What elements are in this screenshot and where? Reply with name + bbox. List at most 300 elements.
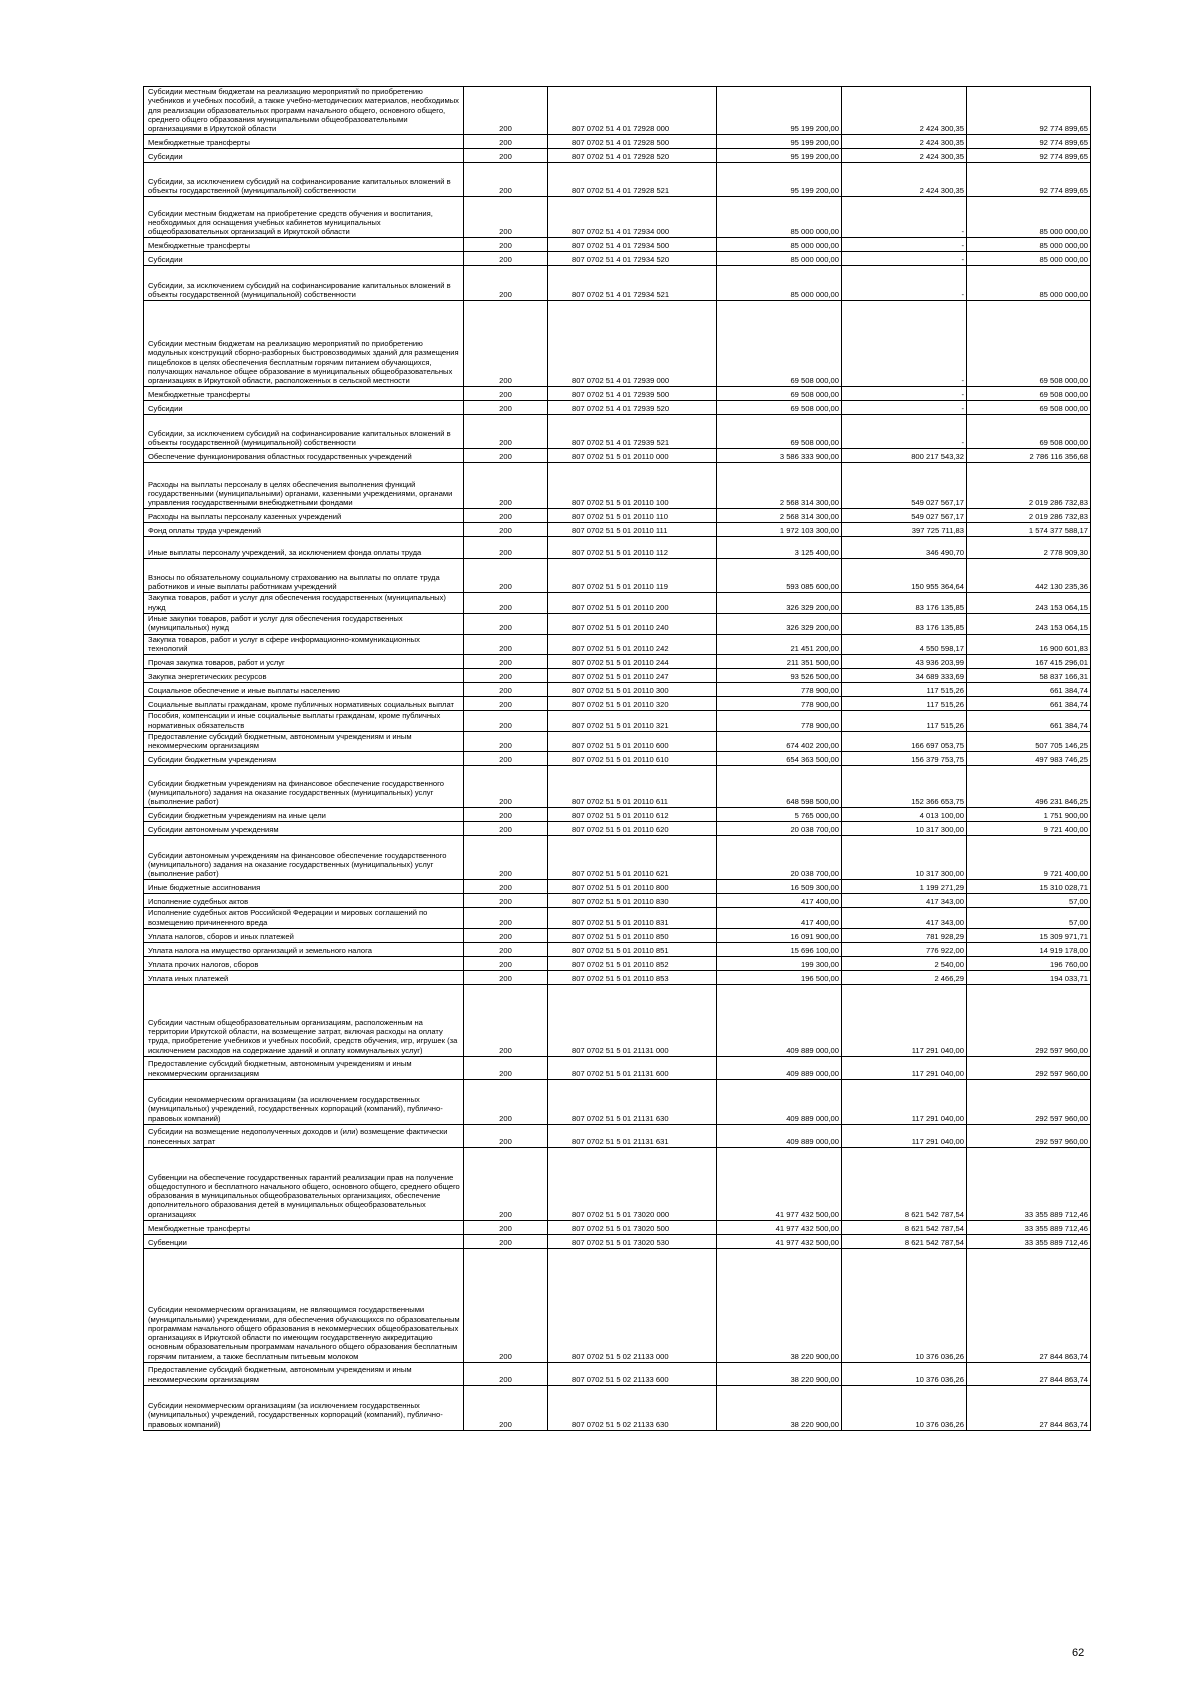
row-code: 200 (464, 252, 548, 266)
row-name: Субсидии местным бюджетам на реализацию мероприятий по приобретению учебников и учебных пособий, а также учебно-методических материалов, необходимых для реализации образовательных программ начального общего, основного общего, среднего общего образования муниципальными общеобразовательными организациями в Иркутской области (144, 87, 464, 135)
row-code: 200 (464, 149, 548, 163)
row-approved: 41 977 432 500,00 (717, 1235, 842, 1249)
row-code: 200 (464, 752, 548, 766)
row-executed: 2 424 300,35 (842, 163, 967, 197)
row-executed: - (842, 197, 967, 238)
row-classification: 807 0702 51 4 01 72939 500 (548, 387, 717, 401)
row-unexecuted: 661 384,74 (967, 697, 1091, 711)
row-name: Фонд оплаты труда учреждений (144, 523, 464, 537)
row-code: 200 (464, 87, 548, 135)
row-executed: - (842, 238, 967, 252)
row-executed: 10 317 300,00 (842, 836, 967, 880)
row-classification: 807 0702 51 5 01 73020 000 (548, 1148, 717, 1221)
row-unexecuted: 85 000 000,00 (967, 252, 1091, 266)
row-approved: 69 508 000,00 (717, 301, 842, 387)
row-executed: 83 176 135,85 (842, 593, 967, 614)
row-executed: 2 540,00 (842, 957, 967, 971)
row-executed: 2 424 300,35 (842, 87, 967, 135)
table-row (144, 957, 1091, 971)
table-row (144, 752, 1091, 766)
row-classification: 807 0702 51 5 01 20110 850 (548, 929, 717, 943)
row-executed: - (842, 415, 967, 449)
row-approved: 778 900,00 (717, 711, 842, 732)
row-approved: 95 199 200,00 (717, 163, 842, 197)
row-name: Межбюджетные трансферты (144, 1221, 464, 1235)
row-approved: 20 038 700,00 (717, 822, 842, 836)
row-code: 200 (464, 559, 548, 593)
row-code: 200 (464, 634, 548, 655)
row-unexecuted: 1 574 377 588,17 (967, 523, 1091, 537)
row-code: 200 (464, 711, 548, 732)
row-approved: 41 977 432 500,00 (717, 1221, 842, 1235)
row-unexecuted: 27 844 863,74 (967, 1386, 1091, 1431)
table-row (144, 836, 1091, 880)
row-executed: 10 376 036,26 (842, 1363, 967, 1386)
row-unexecuted: 2 019 286 732,83 (967, 463, 1091, 509)
table-row (144, 634, 1091, 655)
row-code: 200 (464, 822, 548, 836)
row-name: Закупка энергетических ресурсов (144, 669, 464, 683)
row-classification: 807 0702 51 5 01 20110 110 (548, 509, 717, 523)
row-approved: 16 509 300,00 (717, 880, 842, 894)
row-approved: 3 125 400,00 (717, 537, 842, 559)
table-row (144, 197, 1091, 238)
table-row (144, 683, 1091, 697)
row-name: Расходы на выплаты персоналу казенных учреждений (144, 509, 464, 523)
row-code: 200 (464, 1386, 548, 1431)
row-approved: 5 765 000,00 (717, 808, 842, 822)
row-approved: 93 526 500,00 (717, 669, 842, 683)
row-classification: 807 0702 51 5 01 20110 851 (548, 943, 717, 957)
row-code: 200 (464, 463, 548, 509)
row-code: 200 (464, 957, 548, 971)
row-name: Субвенции (144, 1235, 464, 1249)
row-approved: 778 900,00 (717, 697, 842, 711)
expenditure-table (143, 86, 1091, 1431)
row-executed: 43 936 203,99 (842, 655, 967, 669)
table-row (144, 880, 1091, 894)
row-name: Субсидии (144, 401, 464, 415)
row-classification: 807 0702 51 5 02 21133 630 (548, 1386, 717, 1431)
row-approved: 199 300,00 (717, 957, 842, 971)
row-name: Субсидии (144, 252, 464, 266)
row-name: Субсидии автономным учреждениям на финансовое обеспечение государственного (муниципального) задания на оказание государственных (муниципальных) услуг (выполнение работ) (144, 836, 464, 880)
row-name: Обеспечение функционирования областных государственных учреждений (144, 449, 464, 463)
row-classification: 807 0702 51 5 01 20110 612 (548, 808, 717, 822)
row-name: Предоставление субсидий бюджетным, автономным учреждениям и иным некоммерческим организациям (144, 731, 464, 752)
row-code: 200 (464, 1148, 548, 1221)
row-code: 200 (464, 908, 548, 929)
row-approved: 21 451 200,00 (717, 634, 842, 655)
row-approved: 326 329 200,00 (717, 593, 842, 614)
row-unexecuted: 2 778 909,30 (967, 537, 1091, 559)
row-code: 200 (464, 1235, 548, 1249)
row-approved: 778 900,00 (717, 683, 842, 697)
row-executed: 117 291 040,00 (842, 1080, 967, 1125)
row-code: 200 (464, 1080, 548, 1125)
row-code: 200 (464, 614, 548, 635)
row-classification: 807 0702 51 5 01 20110 830 (548, 894, 717, 908)
row-approved: 69 508 000,00 (717, 401, 842, 415)
table-row (144, 1249, 1091, 1363)
row-approved: 417 400,00 (717, 908, 842, 929)
row-approved: 95 199 200,00 (717, 87, 842, 135)
row-classification: 807 0702 51 5 01 20110 300 (548, 683, 717, 697)
row-approved: 648 598 500,00 (717, 766, 842, 808)
table-row (144, 163, 1091, 197)
row-executed: 117 291 040,00 (842, 1125, 967, 1148)
row-classification: 807 0702 51 5 01 20110 610 (548, 752, 717, 766)
row-code: 200 (464, 985, 548, 1057)
row-unexecuted: 194 033,71 (967, 971, 1091, 985)
row-classification: 807 0702 51 4 01 72928 521 (548, 163, 717, 197)
row-code: 200 (464, 731, 548, 752)
row-classification: 807 0702 51 5 01 20110 611 (548, 766, 717, 808)
row-unexecuted: 69 508 000,00 (967, 415, 1091, 449)
row-unexecuted: 33 355 889 712,46 (967, 1148, 1091, 1221)
table-row (144, 943, 1091, 957)
row-executed: 417 343,00 (842, 908, 967, 929)
row-name: Субсидии некоммерческим организациям (за исключением государственных (муниципальных) учреждений, государственных корпораций (компаний), публично-правовых компаний) (144, 1386, 464, 1431)
table-row (144, 1221, 1091, 1235)
row-name: Субвенции на обеспечение государственных гарантий реализации прав на получение общедоступного и бесплатного начального общего, основного общего, среднего общего образования в муниципальных общеобразовательных организациях, обеспечение дополнительного образования детей в муниципальных общеобразовательных организациях (144, 1148, 464, 1221)
row-classification: 807 0702 51 4 01 72928 520 (548, 149, 717, 163)
row-classification: 807 0702 51 5 01 20110 800 (548, 880, 717, 894)
row-name: Социальные выплаты гражданам, кроме публичных нормативных социальных выплат (144, 697, 464, 711)
row-name: Субсидии (144, 149, 464, 163)
table-row (144, 1125, 1091, 1148)
table-row (144, 135, 1091, 149)
row-executed: 150 955 364,64 (842, 559, 967, 593)
table-row (144, 238, 1091, 252)
row-classification: 807 0702 51 5 01 20110 100 (548, 463, 717, 509)
row-executed: - (842, 252, 967, 266)
row-approved: 196 500,00 (717, 971, 842, 985)
row-classification: 807 0702 51 4 01 72939 520 (548, 401, 717, 415)
row-unexecuted: 661 384,74 (967, 683, 1091, 697)
row-name: Субсидии, за исключением субсидий на софинансирование капитальных вложений в объекты государственной (муниципальной) собственности (144, 415, 464, 449)
row-approved: 16 091 900,00 (717, 929, 842, 943)
row-executed: 397 725 711,83 (842, 523, 967, 537)
row-code: 200 (464, 238, 548, 252)
table-row (144, 559, 1091, 593)
row-classification: 807 0702 51 5 01 73020 530 (548, 1235, 717, 1249)
row-unexecuted: 92 774 899,65 (967, 87, 1091, 135)
table-row (144, 415, 1091, 449)
row-executed: 4 550 598,17 (842, 634, 967, 655)
row-name: Исполнение судебных актов Российской Федерации и мировых соглашений по возмещению причиненного вреда (144, 908, 464, 929)
row-name: Расходы на выплаты персоналу в целях обеспечения выполнения функций государственными (муниципальными) органами, казенными учреждениями, органами управления государственными внебюджетными фондами (144, 463, 464, 509)
row-executed: 117 515,26 (842, 697, 967, 711)
row-unexecuted: 497 983 746,25 (967, 752, 1091, 766)
row-code: 200 (464, 697, 548, 711)
row-name: Иные выплаты персоналу учреждений, за исключением фонда оплаты труда (144, 537, 464, 559)
row-code: 200 (464, 1249, 548, 1363)
row-classification: 807 0702 51 5 01 20110 600 (548, 731, 717, 752)
table-row (144, 537, 1091, 559)
row-unexecuted: 85 000 000,00 (967, 197, 1091, 238)
row-unexecuted: 85 000 000,00 (967, 238, 1091, 252)
row-executed: - (842, 387, 967, 401)
row-classification: 807 0702 51 5 01 21131 600 (548, 1057, 717, 1080)
row-classification: 807 0702 51 5 01 20110 242 (548, 634, 717, 655)
table-row (144, 1057, 1091, 1080)
row-unexecuted: 33 355 889 712,46 (967, 1221, 1091, 1235)
row-name: Уплата иных платежей (144, 971, 464, 985)
row-approved: 674 402 200,00 (717, 731, 842, 752)
table-row (144, 1080, 1091, 1125)
row-code: 200 (464, 197, 548, 238)
row-name: Субсидии некоммерческим организациям (за исключением государственных (муниципальных) учреждений, государственных корпораций (компаний), публично-правовых компаний) (144, 1080, 464, 1125)
row-executed: 549 027 567,17 (842, 463, 967, 509)
row-name: Субсидии автономным учреждениям (144, 822, 464, 836)
row-executed: - (842, 301, 967, 387)
row-executed: 2 424 300,35 (842, 149, 967, 163)
table-row (144, 971, 1091, 985)
row-name: Пособия, компенсации и иные социальные выплаты гражданам, кроме публичных нормативных обязательств (144, 711, 464, 732)
table-row (144, 711, 1091, 732)
row-name: Уплата налога на имущество организаций и земельного налога (144, 943, 464, 957)
row-code: 200 (464, 669, 548, 683)
row-approved: 409 889 000,00 (717, 985, 842, 1057)
row-code: 200 (464, 766, 548, 808)
row-name: Взносы по обязательному социальному страхованию на выплаты по оплате труда работников и иные выплаты работникам учреждений (144, 559, 464, 593)
row-classification: 807 0702 51 5 01 20110 240 (548, 614, 717, 635)
row-code: 200 (464, 523, 548, 537)
row-classification: 807 0702 51 5 01 20110 244 (548, 655, 717, 669)
row-approved: 409 889 000,00 (717, 1080, 842, 1125)
row-executed: 34 689 333,69 (842, 669, 967, 683)
row-code: 200 (464, 401, 548, 415)
row-executed: 117 291 040,00 (842, 1057, 967, 1080)
row-name: Закупка товаров, работ и услуг для обеспечения государственных (муниципальных) нужд (144, 593, 464, 614)
row-name: Прочая закупка товаров, работ и услуг (144, 655, 464, 669)
row-unexecuted: 58 837 166,31 (967, 669, 1091, 683)
row-code: 200 (464, 509, 548, 523)
table-row (144, 87, 1091, 135)
row-executed: 152 366 653,75 (842, 766, 967, 808)
row-approved: 1 972 103 300,00 (717, 523, 842, 537)
table-row (144, 655, 1091, 669)
table-row (144, 908, 1091, 929)
table-row (144, 509, 1091, 523)
row-code: 200 (464, 1125, 548, 1148)
row-approved: 69 508 000,00 (717, 415, 842, 449)
table-row (144, 1363, 1091, 1386)
row-unexecuted: 15 309 971,71 (967, 929, 1091, 943)
row-unexecuted: 92 774 899,65 (967, 149, 1091, 163)
row-approved: 85 000 000,00 (717, 266, 842, 301)
row-code: 200 (464, 1057, 548, 1080)
row-unexecuted: 243 153 064,15 (967, 614, 1091, 635)
row-executed: - (842, 401, 967, 415)
table-row (144, 449, 1091, 463)
row-unexecuted: 496 231 846,25 (967, 766, 1091, 808)
row-classification: 807 0702 51 5 02 21133 000 (548, 1249, 717, 1363)
row-executed: 117 515,26 (842, 683, 967, 697)
row-approved: 326 329 200,00 (717, 614, 842, 635)
row-executed: 2 466,29 (842, 971, 967, 985)
table-row (144, 1148, 1091, 1221)
row-executed: 800 217 543,32 (842, 449, 967, 463)
row-executed: 776 922,00 (842, 943, 967, 957)
table-row (144, 301, 1091, 387)
row-approved: 409 889 000,00 (717, 1125, 842, 1148)
row-classification: 807 0702 51 5 01 20110 112 (548, 537, 717, 559)
row-name: Субсидии бюджетным учреждениям на финансовое обеспечение государственного (муниципального) задания на оказание государственных (муниципальных) услуг (выполнение работ) (144, 766, 464, 808)
table-row (144, 808, 1091, 822)
row-executed: - (842, 266, 967, 301)
row-approved: 95 199 200,00 (717, 149, 842, 163)
table-row (144, 523, 1091, 537)
row-code: 200 (464, 880, 548, 894)
row-approved: 20 038 700,00 (717, 836, 842, 880)
row-executed: 8 621 542 787,54 (842, 1148, 967, 1221)
table-row (144, 401, 1091, 415)
row-classification: 807 0702 51 4 01 72934 521 (548, 266, 717, 301)
row-executed: 2 424 300,35 (842, 135, 967, 149)
row-code: 200 (464, 266, 548, 301)
row-name: Социальное обеспечение и иные выплаты населению (144, 683, 464, 697)
row-name: Исполнение судебных актов (144, 894, 464, 908)
row-executed: 166 697 053,75 (842, 731, 967, 752)
row-name: Субсидии на возмещение недополученных доходов и (или) возмещение фактически понесенных затрат (144, 1125, 464, 1148)
row-code: 200 (464, 1221, 548, 1235)
row-name: Субсидии, за исключением субсидий на софинансирование капитальных вложений в объекты государственной (муниципальной) собственности (144, 266, 464, 301)
row-code: 200 (464, 894, 548, 908)
row-code: 200 (464, 537, 548, 559)
row-approved: 15 696 100,00 (717, 943, 842, 957)
row-classification: 807 0702 51 4 01 72928 500 (548, 135, 717, 149)
row-unexecuted: 196 760,00 (967, 957, 1091, 971)
row-unexecuted: 92 774 899,65 (967, 135, 1091, 149)
row-name: Субсидии, за исключением субсидий на софинансирование капитальных вложений в объекты государственной (муниципальной) собственности (144, 163, 464, 197)
row-name: Иные бюджетные ассигнования (144, 880, 464, 894)
row-classification: 807 0702 51 4 01 72934 000 (548, 197, 717, 238)
row-unexecuted: 69 508 000,00 (967, 387, 1091, 401)
row-classification: 807 0702 51 5 01 21131 000 (548, 985, 717, 1057)
row-executed: 346 490,70 (842, 537, 967, 559)
row-code: 200 (464, 655, 548, 669)
row-classification: 807 0702 51 5 01 20110 321 (548, 711, 717, 732)
row-unexecuted: 9 721 400,00 (967, 836, 1091, 880)
row-unexecuted: 292 597 960,00 (967, 1125, 1091, 1148)
row-classification: 807 0702 51 5 01 20110 621 (548, 836, 717, 880)
row-unexecuted: 167 415 296,01 (967, 655, 1091, 669)
row-classification: 807 0702 51 5 01 20110 119 (548, 559, 717, 593)
row-code: 200 (464, 836, 548, 880)
row-code: 200 (464, 415, 548, 449)
row-name: Уплата прочих налогов, сборов (144, 957, 464, 971)
row-unexecuted: 507 705 146,25 (967, 731, 1091, 752)
row-code: 200 (464, 449, 548, 463)
row-classification: 807 0702 51 4 01 72934 520 (548, 252, 717, 266)
row-unexecuted: 33 355 889 712,46 (967, 1235, 1091, 1249)
row-classification: 807 0702 51 5 01 20110 000 (548, 449, 717, 463)
row-classification: 807 0702 51 5 01 20110 247 (548, 669, 717, 683)
row-approved: 38 220 900,00 (717, 1249, 842, 1363)
table-body (144, 87, 1091, 1431)
row-code: 200 (464, 301, 548, 387)
table-row (144, 266, 1091, 301)
row-name: Предоставление субсидий бюджетным, автономным учреждениям и иным некоммерческим организациям (144, 1363, 464, 1386)
row-unexecuted: 292 597 960,00 (967, 985, 1091, 1057)
row-executed: 156 379 753,75 (842, 752, 967, 766)
page-number: 62 (1072, 1647, 1085, 1659)
row-unexecuted: 92 774 899,65 (967, 163, 1091, 197)
row-code: 200 (464, 808, 548, 822)
row-approved: 85 000 000,00 (717, 238, 842, 252)
row-approved: 85 000 000,00 (717, 197, 842, 238)
row-executed: 8 621 542 787,54 (842, 1221, 967, 1235)
row-classification: 807 0702 51 5 01 20110 852 (548, 957, 717, 971)
row-name: Иные закупки товаров, работ и услуг для обеспечения государственных (муниципальных) нужд (144, 614, 464, 635)
row-name: Субсидии бюджетным учреждениям на иные цели (144, 808, 464, 822)
row-classification: 807 0702 51 5 01 21131 630 (548, 1080, 717, 1125)
row-code: 200 (464, 929, 548, 943)
row-unexecuted: 57,00 (967, 908, 1091, 929)
row-code: 200 (464, 683, 548, 697)
row-name: Уплата налогов, сборов и иных платежей (144, 929, 464, 943)
row-executed: 10 376 036,26 (842, 1386, 967, 1431)
table-row (144, 387, 1091, 401)
table-row (144, 766, 1091, 808)
row-name: Межбюджетные трансферты (144, 238, 464, 252)
row-executed: 10 317 300,00 (842, 822, 967, 836)
row-approved: 41 977 432 500,00 (717, 1148, 842, 1221)
row-code: 200 (464, 135, 548, 149)
row-unexecuted: 16 900 601,83 (967, 634, 1091, 655)
row-unexecuted: 292 597 960,00 (967, 1057, 1091, 1080)
row-unexecuted: 69 508 000,00 (967, 401, 1091, 415)
table-row (144, 669, 1091, 683)
row-name: Субсидии местным бюджетам на приобретение средств обучения и воспитания, необходимых для оснащения учебных кабинетов муниципальных общеобразовательных организаций в Иркутской области (144, 197, 464, 238)
table-row (144, 1386, 1091, 1431)
row-unexecuted: 85 000 000,00 (967, 266, 1091, 301)
row-classification: 807 0702 51 5 01 21131 631 (548, 1125, 717, 1148)
row-name: Субсидии частным общеобразовательным организациям, расположенным на территории Иркутской области, на возмещение затрат, включая расходы на оплату труда, приобретение учебников и учебных пособий, средств обучения, игр, игрушек (за исключением расходов на содержание зданий и оплату коммунальных услуг) (144, 985, 464, 1057)
row-unexecuted: 292 597 960,00 (967, 1080, 1091, 1125)
row-name: Межбюджетные трансферты (144, 135, 464, 149)
row-classification: 807 0702 51 4 01 72939 521 (548, 415, 717, 449)
table-row (144, 252, 1091, 266)
row-classification: 807 0702 51 4 01 72934 500 (548, 238, 717, 252)
table-row (144, 593, 1091, 614)
row-unexecuted: 14 919 178,00 (967, 943, 1091, 957)
row-approved: 2 568 314 300,00 (717, 463, 842, 509)
row-approved: 69 508 000,00 (717, 387, 842, 401)
row-classification: 807 0702 51 5 01 20110 200 (548, 593, 717, 614)
table-row (144, 985, 1091, 1057)
row-executed: 781 928,29 (842, 929, 967, 943)
table-row (144, 697, 1091, 711)
row-code: 200 (464, 163, 548, 197)
row-unexecuted: 2 786 116 356,68 (967, 449, 1091, 463)
row-approved: 38 220 900,00 (717, 1363, 842, 1386)
row-name: Субсидии некоммерческим организациям, не являющимся государственными (муниципальными) учреждениями, для обеспечения обучающихся по образовательным программам начального общего образования в некоммерческих общеобразовательных организациях в Иркутской области по имеющим государственную аккредитацию основным образовательным программам начального общего образования бесплатным горячим питанием, а также бесплатным питьевым молоком (144, 1249, 464, 1363)
table-row (144, 822, 1091, 836)
row-executed: 549 027 567,17 (842, 509, 967, 523)
row-approved: 85 000 000,00 (717, 252, 842, 266)
table-row (144, 149, 1091, 163)
table-row (144, 894, 1091, 908)
row-unexecuted: 15 310 028,71 (967, 880, 1091, 894)
row-executed: 10 376 036,26 (842, 1249, 967, 1363)
row-name: Субсидии местным бюджетам на реализацию мероприятий по приобретению модульных конструкций сборно-разборных быстровозводимых зданий для размещения пищеблоков в целях обеспечения бесплатным горячим питанием обучающихся, получающих начальное общее образование в муниципальных общеобразовательных организациях в Иркутской области, расположенных в сельской местности (144, 301, 464, 387)
row-unexecuted: 661 384,74 (967, 711, 1091, 732)
row-code: 200 (464, 387, 548, 401)
row-approved: 38 220 900,00 (717, 1386, 842, 1431)
